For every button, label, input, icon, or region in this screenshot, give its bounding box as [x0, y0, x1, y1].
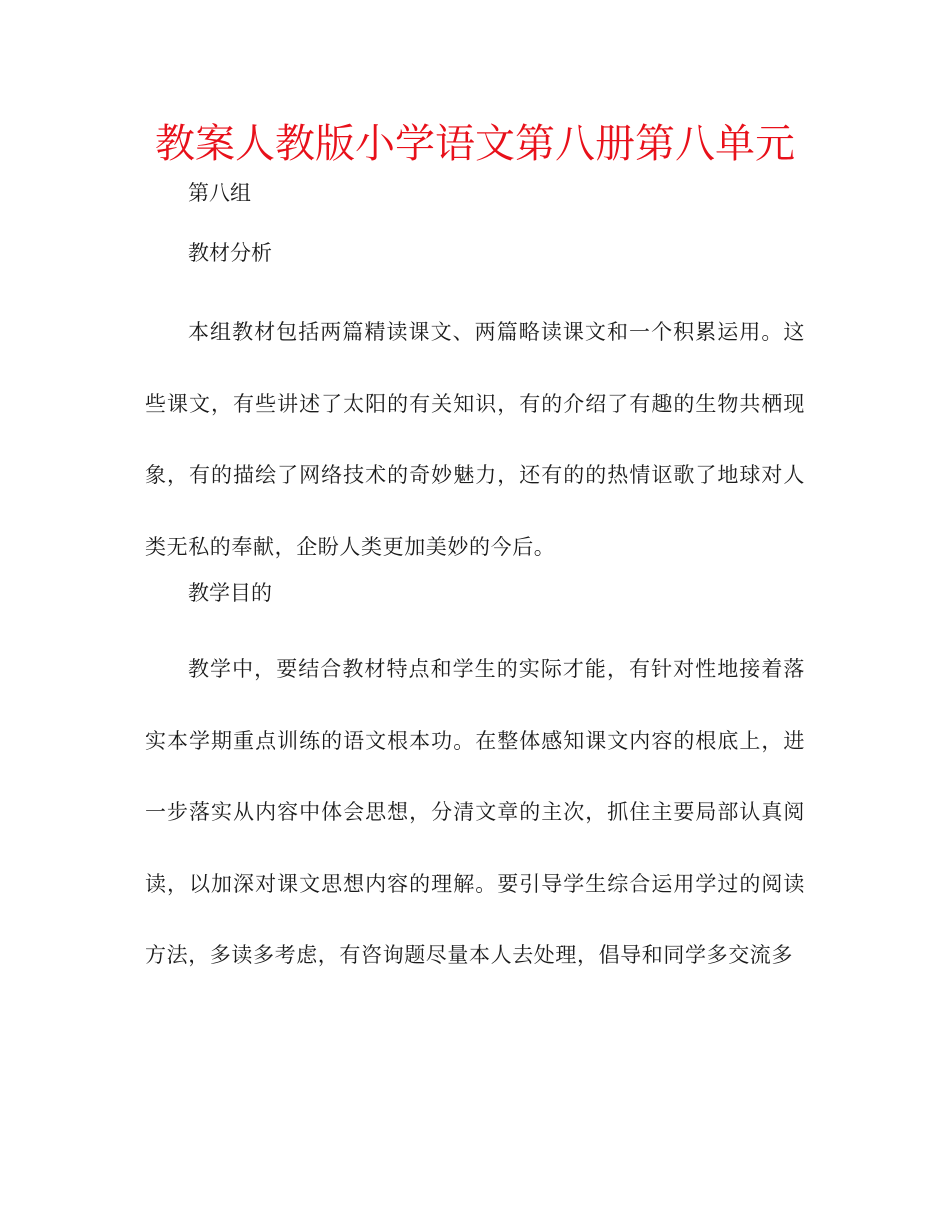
- section-paragraph-analysis: 本组教材包括两篇精读课文、两篇略读课文和一个积累运用。这些课文，有些讲述了太阳的有关知识，有的介绍了有趣的生物共栖现象，有的描绘了网络技术的奇妙魅力，还有的的热情讴歌了地球对人类无私的奉献，企盼人类更加美妙的今后。: [145, 320, 805, 559]
- section-paragraph-goal: 教学中，要结合教材特点和学生的实际才能，有针对性地接着落实本学期重点训练的语文根本功。在整体感知课文内容的根底上，进一步落实从内容中体会思想，分清文章的主次，抓住主要局部认真阅读，以加深对课文思想内容的理解。要引导学生综合运用学过的阅读方法，多读多考虑，有咨询题尽量本人去处理，倡导和同学多交流多: [145, 657, 805, 967]
- group-label: 第八组: [188, 181, 251, 205]
- document-title: 教案人教版小学语文第八册第八单元: [155, 121, 795, 167]
- section-heading-analysis: 教材分析: [188, 241, 272, 265]
- section-heading-goal: 教学目的: [188, 581, 272, 605]
